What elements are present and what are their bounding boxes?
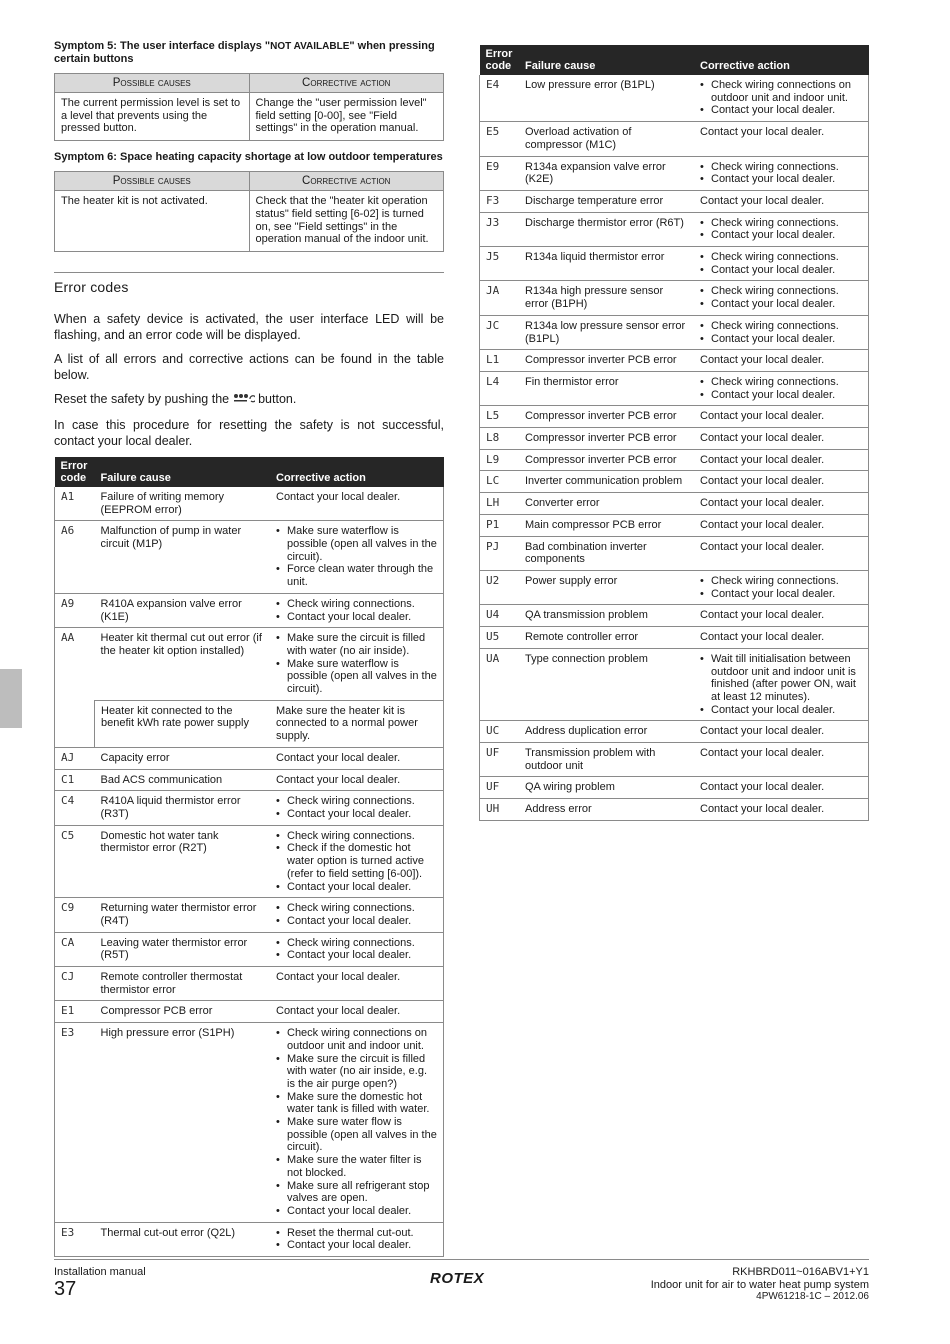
action-item: • Make sure the water filter is not blocked. <box>276 1154 437 1179</box>
failure-cause: Remote controller thermostat thermistor error <box>95 967 271 1001</box>
error-code: E9 <box>480 156 520 190</box>
table-row <box>55 1222 444 1256</box>
section-heading: Error codes <box>54 278 129 295</box>
corrective-action <box>270 1222 444 1256</box>
col-possible-causes: Possible causes <box>55 172 250 191</box>
corrective-action <box>270 747 444 769</box>
col-corrective-action: Corrective action <box>249 172 444 191</box>
failure-cause: Compressor PCB error <box>95 1001 271 1023</box>
corrective-action <box>694 514 869 536</box>
failure-cause: QA transmission problem <box>519 605 694 627</box>
error-code: AA <box>55 628 95 701</box>
action-item: • Check wiring connections. <box>276 795 437 808</box>
col-error-code: Error code <box>480 45 520 75</box>
error-code: C9 <box>55 898 95 932</box>
symptom6-action: Check that the "heater kit operation status" field setting [6-02] is turned on, see "Field settings" in the operation manual of the indoor unit. <box>249 191 444 252</box>
table-row <box>480 156 869 190</box>
failure-cause: Compressor inverter PCB error <box>519 406 694 428</box>
action-item: • Check wiring connections. <box>700 285 862 298</box>
action-item: • Check if the domestic hot water option is turned active (refer to field setting [6-00]). <box>276 842 437 880</box>
symptom5-table <box>54 73 444 141</box>
action-item: • Wait till initialisation between outdoor unit and indoor unit is finished (after power ON, wait at least 12 minutes). <box>700 653 862 704</box>
table-row <box>480 281 869 315</box>
error-code: C1 <box>55 769 95 791</box>
corrective-action <box>694 471 869 493</box>
paragraph: Reset the safety by pushing the button. <box>54 391 444 409</box>
symptom5-action: Change the "user permission level" field setting [0-00], see "Field settings" in the operation manual. <box>249 93 444 141</box>
right-column <box>479 45 869 821</box>
chapter-tab <box>0 669 22 728</box>
page-footer <box>54 1259 869 1302</box>
col-failure-cause: Failure cause <box>95 457 271 487</box>
failure-cause: R134a low pressure sensor error (B1PL) <box>519 315 694 349</box>
failure-cause: Discharge thermistor error (R6T) <box>519 212 694 246</box>
failure-cause: High pressure error (S1PH) <box>95 1023 271 1223</box>
action-item: • Make sure waterflow is possible (open all valves in the circuit). <box>276 525 437 563</box>
table-row <box>480 605 869 627</box>
corrective-action <box>694 536 869 570</box>
corrective-action <box>270 593 444 627</box>
table-row <box>480 514 869 536</box>
action-item: • Check wiring connections. <box>700 217 862 230</box>
corrective-action <box>270 769 444 791</box>
table-row <box>55 1023 444 1223</box>
action-item: Contact your local dealer. <box>700 475 825 488</box>
failure-cause: Main compressor PCB error <box>519 514 694 536</box>
action-item: • Check wiring connections. <box>700 376 862 389</box>
action-item: • Check wiring connections. <box>276 598 437 611</box>
failure-cause: R410A expansion valve error (K1E) <box>95 593 271 627</box>
action-item: Contact your local dealer. <box>700 725 825 738</box>
table-row <box>55 700 444 747</box>
corrective-action <box>694 122 869 156</box>
symptom6-title: Symptom 6: Space heating capacity shortage at low outdoor temperatures <box>54 151 443 164</box>
failure-cause: Converter error <box>519 493 694 515</box>
action-item: • Check wiring connections. <box>700 575 862 588</box>
failure-cause: R134a liquid thermistor error <box>519 247 694 281</box>
action-item: Contact your local dealer. <box>700 518 825 531</box>
failure-cause: Compressor inverter PCB error <box>519 428 694 450</box>
failure-cause: Domestic hot water tank thermistor error (R2T) <box>95 825 271 898</box>
table-row <box>480 743 869 777</box>
failure-cause: Thermal cut-out error (Q2L) <box>95 1222 271 1256</box>
table-row <box>480 471 869 493</box>
action-item: Contact your local dealer. <box>700 453 825 466</box>
table-row <box>55 967 444 1001</box>
failure-cause: Inverter communication problem <box>519 471 694 493</box>
action-item: • Check wiring connections. <box>276 902 437 915</box>
paragraph: When a safety device is activated, the user interface LED will be flashing, and an error code will be displayed. <box>54 311 444 342</box>
action-item: • Contact your local dealer. <box>276 808 437 821</box>
corrective-action <box>694 648 869 721</box>
action-item: • Contact your local dealer. <box>700 389 862 402</box>
failure-cause: Discharge temperature error <box>519 190 694 212</box>
error-code: E5 <box>480 122 520 156</box>
error-code: UA <box>480 648 520 721</box>
corrective-action <box>694 281 869 315</box>
corrective-action <box>694 493 869 515</box>
action-item: • Contact your local dealer. <box>700 588 862 601</box>
page-number: 37 <box>54 1278 77 1300</box>
failure-cause: Power supply error <box>519 570 694 604</box>
table-row <box>480 777 869 799</box>
table-row <box>480 648 869 721</box>
table-row <box>480 371 869 405</box>
corrective-action <box>270 932 444 966</box>
table-row <box>55 769 444 791</box>
model-number: RKHBRD011~016ABV1+Y1 <box>732 1266 869 1278</box>
corrective-action <box>694 777 869 799</box>
action-item: • Force clean water through the unit. <box>276 563 437 588</box>
table-row <box>55 521 444 594</box>
action-item: • Check wiring connections. <box>700 320 862 333</box>
error-code: L8 <box>480 428 520 450</box>
error-code-table <box>54 457 444 1257</box>
corrective-action <box>694 570 869 604</box>
table-row <box>480 190 869 212</box>
action-item: • Contact your local dealer. <box>700 333 862 346</box>
rotex-logo: ROTEX <box>430 1270 485 1287</box>
error-code: UH <box>480 799 520 821</box>
error-code: E4 <box>480 75 520 122</box>
corrective-action <box>270 1023 444 1223</box>
action-item: • Contact your local dealer. <box>276 915 437 928</box>
corrective-action <box>694 156 869 190</box>
paragraph: In case this procedure for resetting the safety is not successful, contact your local dealer. <box>54 417 444 448</box>
action-item: Contact your local dealer. <box>700 354 825 367</box>
corrective-action <box>694 605 869 627</box>
action-item: Contact your local dealer. <box>700 432 825 445</box>
failure-cause: Bad combination inverter components <box>519 536 694 570</box>
failure-cause: Returning water thermistor error (R4T) <box>95 898 271 932</box>
table-row <box>480 493 869 515</box>
error-code: CA <box>55 932 95 966</box>
failure-cause: Bad ACS communication <box>95 769 271 791</box>
action-item: • Check wiring connections on outdoor unit and indoor unit. <box>276 1027 437 1052</box>
symptom5-title: Symptom 5: The user interface displays "NOT AVAILABLE" when pressing certain buttons <box>54 40 435 65</box>
corrective-action <box>694 721 869 743</box>
product-description: Indoor unit for air to water heat pump system <box>650 1278 869 1291</box>
corrective-action <box>694 350 869 372</box>
failure-cause: Address error <box>519 799 694 821</box>
table-row <box>480 247 869 281</box>
action-item: Contact your local dealer. <box>700 609 825 622</box>
reset-button-icon <box>233 393 255 409</box>
error-codes-section <box>54 272 444 1257</box>
col-possible-causes: Possible causes <box>55 74 250 93</box>
document-info <box>651 1266 869 1304</box>
error-code: JA <box>480 281 520 315</box>
corrective-action <box>694 190 869 212</box>
corrective-action <box>270 967 444 1001</box>
action-item: • Make sure the domestic hot water tank is filled with water. <box>276 1091 437 1116</box>
action-item: • Contact your local dealer. <box>700 229 862 242</box>
table-row <box>480 315 869 349</box>
table-row <box>480 721 869 743</box>
action-item: • Contact your local dealer. <box>276 1239 437 1252</box>
corrective-action <box>270 700 444 747</box>
error-code: PJ <box>480 536 520 570</box>
document-number: 4PW61218-1C – 2012.06 <box>756 1291 869 1302</box>
error-code: J3 <box>480 212 520 246</box>
table-row <box>480 570 869 604</box>
col-failure-cause: Failure cause <box>519 45 694 75</box>
failure-cause: Compressor inverter PCB error <box>519 449 694 471</box>
failure-cause: Remote controller error <box>519 627 694 649</box>
table-row <box>55 825 444 898</box>
corrective-action <box>694 371 869 405</box>
table-row <box>480 799 869 821</box>
action-item: Contact your local dealer. <box>700 126 825 139</box>
action-item: • Contact your local dealer. <box>700 264 862 277</box>
action-item: • Check wiring connections. <box>276 937 437 950</box>
table-row <box>480 122 869 156</box>
action-item: • Make sure the circuit is filled with water (no air inside). <box>276 632 437 657</box>
table-row <box>480 627 869 649</box>
failure-cause: QA wiring problem <box>519 777 694 799</box>
failure-cause: Malfunction of pump in water circuit (M1P) <box>95 521 271 594</box>
table-row <box>480 449 869 471</box>
paragraph: A list of all errors and corrective actions can be found in the table below. <box>54 351 444 382</box>
error-code: A1 <box>55 487 95 521</box>
action-item: Contact your local dealer. <box>700 540 825 553</box>
action-item: • Check wiring connections. <box>700 251 862 264</box>
action-item: Make sure the heater kit is connected to a normal power supply. <box>276 704 418 743</box>
error-code: L9 <box>480 449 520 471</box>
manual-title: Installation manual <box>54 1266 146 1278</box>
table-row <box>55 593 444 627</box>
failure-cause: Transmission problem with outdoor unit <box>519 743 694 777</box>
corrective-action <box>270 521 444 594</box>
failure-cause: Heater kit connected to the benefit kWh rate power supply <box>95 700 271 747</box>
error-code <box>55 700 95 747</box>
error-code: UF <box>480 777 520 799</box>
failure-cause: R410A liquid thermistor error (R3T) <box>95 791 271 825</box>
action-item: • Contact your local dealer. <box>276 1205 437 1218</box>
corrective-action <box>694 212 869 246</box>
table-row <box>480 212 869 246</box>
failure-cause: Address duplication error <box>519 721 694 743</box>
corrective-action <box>694 449 869 471</box>
action-item: Contact your local dealer. <box>700 194 825 207</box>
action-item: • Make sure all refrigerant stop valves are open. <box>276 1180 437 1205</box>
error-code: U5 <box>480 627 520 649</box>
action-item: Contact your local dealer. <box>276 773 401 786</box>
table-row <box>55 791 444 825</box>
error-code: E3 <box>55 1222 95 1256</box>
failure-cause: Failure of writing memory (EEPROM error) <box>95 487 271 521</box>
error-code: F3 <box>480 190 520 212</box>
symptom6-cause: The heater kit is not activated. <box>55 191 250 252</box>
failure-cause: Compressor inverter PCB error <box>519 350 694 372</box>
action-item: Contact your local dealer. <box>700 497 825 510</box>
symptom6-table <box>54 171 444 252</box>
corrective-action <box>270 791 444 825</box>
error-code: E3 <box>55 1023 95 1223</box>
error-code: UC <box>480 721 520 743</box>
table-row <box>480 350 869 372</box>
error-code: L4 <box>480 371 520 405</box>
failure-cause: Overload activation of compressor (M1C) <box>519 122 694 156</box>
corrective-action <box>694 428 869 450</box>
failure-cause: R134a expansion valve error (K2E) <box>519 156 694 190</box>
action-item: • Contact your local dealer. <box>700 704 862 717</box>
table-row <box>55 487 444 521</box>
table-row <box>55 932 444 966</box>
action-item: • Contact your local dealer. <box>276 949 437 962</box>
table-row <box>480 428 869 450</box>
error-code: L5 <box>480 406 520 428</box>
failure-cause: Fin thermistor error <box>519 371 694 405</box>
error-code: U2 <box>480 570 520 604</box>
left-column <box>54 40 444 1257</box>
error-code: LC <box>480 471 520 493</box>
error-code-table <box>479 45 869 821</box>
action-item: Contact your local dealer. <box>700 781 825 794</box>
action-item: Contact your local dealer. <box>276 1005 401 1018</box>
failure-cause: Low pressure error (B1PL) <box>519 75 694 122</box>
error-code: U4 <box>480 605 520 627</box>
error-code: A6 <box>55 521 95 594</box>
table-row <box>480 536 869 570</box>
error-code: AJ <box>55 747 95 769</box>
table-row <box>55 628 444 701</box>
corrective-action <box>694 406 869 428</box>
action-item: • Contact your local dealer. <box>700 298 862 311</box>
corrective-action <box>270 898 444 932</box>
failure-cause: Heater kit thermal cut out error (if the heater kit option installed) <box>95 628 271 701</box>
corrective-action <box>694 75 869 122</box>
action-item: • Contact your local dealer. <box>276 611 437 624</box>
action-item: • Check wiring connections. <box>276 830 437 843</box>
action-item: • Make sure waterflow is possible (open all valves in the circuit). <box>276 658 437 696</box>
action-item: Contact your local dealer. <box>700 631 825 644</box>
corrective-action <box>694 743 869 777</box>
action-item: • Contact your local dealer. <box>276 881 437 894</box>
corrective-action <box>270 1001 444 1023</box>
table-row <box>480 75 869 122</box>
action-item: Contact your local dealer. <box>700 803 825 816</box>
failure-cause: Leaving water thermistor error (R5T) <box>95 932 271 966</box>
corrective-action <box>270 487 444 521</box>
action-item: Contact your local dealer. <box>276 751 401 764</box>
action-item: Contact your local dealer. <box>700 747 825 760</box>
action-item: • Make sure the circuit is filled with water (no air inside, e.g. is the air purge open?) <box>276 1053 437 1091</box>
error-code: L1 <box>480 350 520 372</box>
error-code: JC <box>480 315 520 349</box>
action-item: • Check wiring connections. <box>700 161 862 174</box>
error-code: C4 <box>55 791 95 825</box>
action-item: Contact your local dealer. <box>276 971 401 984</box>
action-item: Contact your local dealer. <box>700 410 825 423</box>
action-item: • Check wiring connections on outdoor unit and indoor unit. <box>700 79 862 104</box>
corrective-action <box>694 627 869 649</box>
col-corrective-action: Corrective action <box>694 45 869 75</box>
table-row <box>480 406 869 428</box>
corrective-action <box>694 799 869 821</box>
table-row <box>55 747 444 769</box>
failure-cause: R134a high pressure sensor error (B1PH) <box>519 281 694 315</box>
error-code: UF <box>480 743 520 777</box>
table-row <box>55 898 444 932</box>
col-corrective-action: Corrective action <box>270 457 444 487</box>
error-code: J5 <box>480 247 520 281</box>
symptom5-cause: The current permission level is set to a level that prevents using the pressed button. <box>55 93 250 141</box>
failure-cause: Capacity error <box>95 747 271 769</box>
failure-cause: Type connection problem <box>519 648 694 721</box>
corrective-action <box>270 628 444 701</box>
action-item: Contact your local dealer. <box>276 490 401 503</box>
col-corrective-action: Corrective action <box>249 74 444 93</box>
error-code: LH <box>480 493 520 515</box>
corrective-action <box>270 825 444 898</box>
corrective-action <box>694 315 869 349</box>
error-code: P1 <box>480 514 520 536</box>
error-code: A9 <box>55 593 95 627</box>
action-item: • Make sure water flow is possible (open all valves in the circuit). <box>276 1116 437 1154</box>
error-code: CJ <box>55 967 95 1001</box>
table-row <box>55 1001 444 1023</box>
action-item: • Contact your local dealer. <box>700 104 862 117</box>
col-error-code: Error code <box>55 457 95 487</box>
error-code: C5 <box>55 825 95 898</box>
error-code: E1 <box>55 1001 95 1023</box>
corrective-action <box>694 247 869 281</box>
action-item: • Reset the thermal cut-out. <box>276 1227 437 1240</box>
action-item: • Contact your local dealer. <box>700 173 862 186</box>
